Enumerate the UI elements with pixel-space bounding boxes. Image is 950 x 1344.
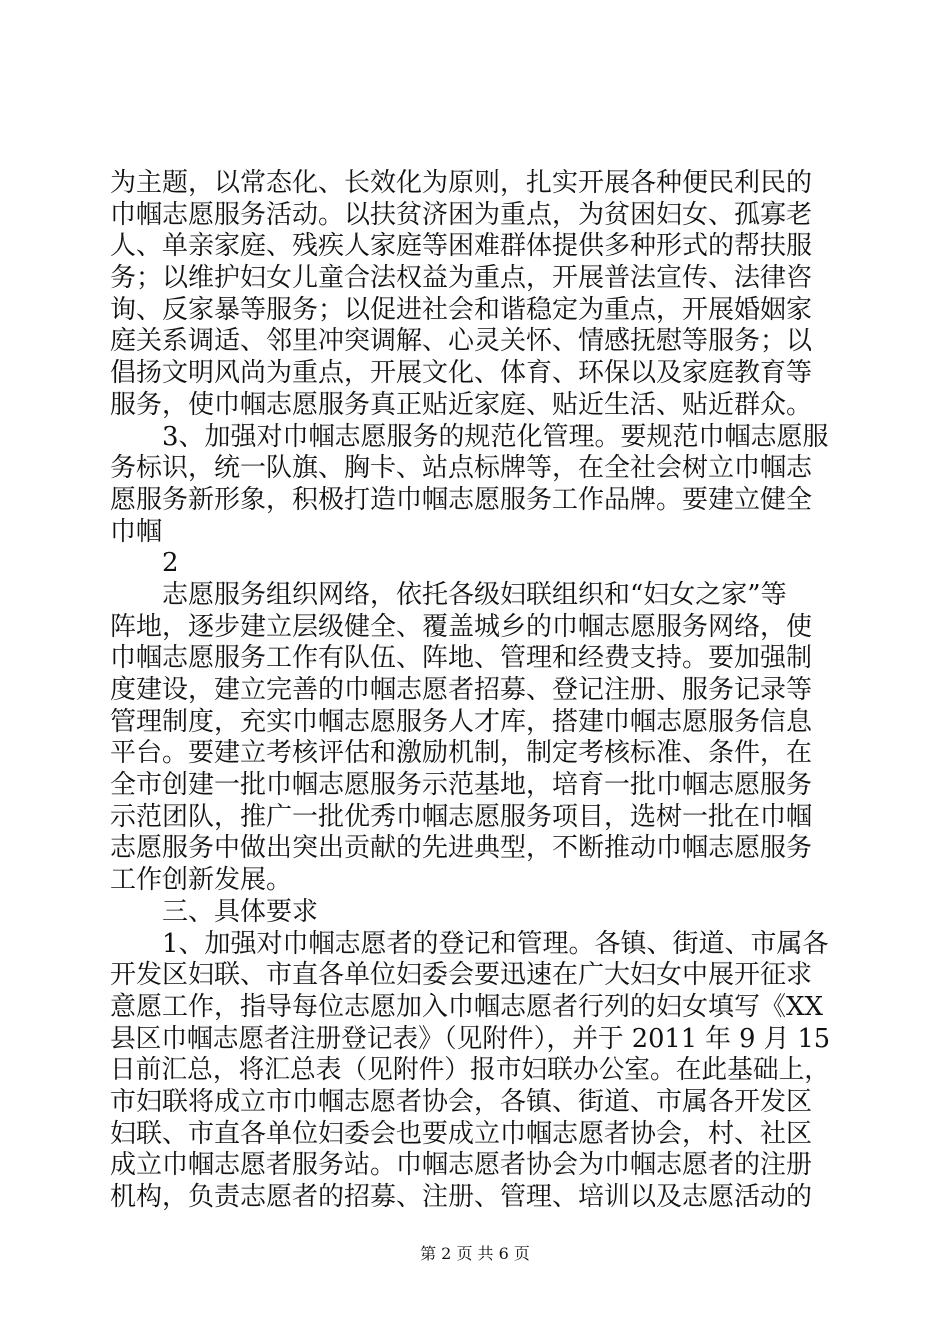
text-line: 3、加强对巾帼志愿服务的规范化管理。要规范巾帼志愿服 [110,421,829,452]
text-line: 务标识，统一队旗、胸卡、站点标牌等，在全社会树立巾帼志 [110,453,813,484]
page-number-label: 第 2 页 共 6 页 [420,1244,530,1263]
text-line: 县区巾帼志愿者注册登记表》（见附件），并于 2011 年 9 月 15 [110,1023,831,1054]
text-line: 平台。要建立考核评估和激励机制，制定考核标准、条件，在 [110,738,813,769]
text-line: 服务，使巾帼志愿服务真正贴近家庭、贴近生活、贴近群众。 [110,389,813,420]
text-line: 阵地，逐步建立层级健全、覆盖城乡的巾帼志愿服务网络，使 [110,611,813,642]
text-line: 市妇联将成立市巾帼志愿者协会，各镇、街道、市属各开发区 [110,1086,813,1117]
page-footer [0,1244,950,1264]
text-line: 三、具体要求 [110,896,319,927]
text-line: 庭关系调适、邻里冲突调解、心灵关怀、情感抚慰等服务；以 [110,326,813,357]
text-line: 工作创新发展。 [110,865,293,896]
text-line: 机构，负责志愿者的招募、注册、管理、培训以及志愿活动的 [110,1182,813,1212]
text-line: 1、加强对巾帼志愿者的登记和管理。各镇、街道、市属各 [110,928,829,959]
text-line: 全市创建一批巾帼志愿服务示范基地，培育一批巾帼志愿服务 [110,770,813,801]
document-body [110,168,830,1214]
text-line: 意愿工作，指导每位志愿加入巾帼志愿者行列的妇女填写《XX [110,991,824,1022]
text-line: 巾帼志愿服务工作有队伍、阵地、管理和经费支持。要加强制 [110,643,813,674]
text-line: 询、反家暴等服务；以促进社会和谐稳定为重点，开展婚姻家 [110,294,813,325]
text-line: 日前汇总，将汇总表（见附件）报市妇联办公室。在此基础上， [110,1055,831,1086]
text-line: 巾帼志愿服务活动。以扶贫济困为重点，为贫困妇女、孤寡老 [110,199,813,230]
text-line: 巾帼 [110,516,163,547]
text-line: 愿服务新形象，积极打造巾帼志愿服务工作品牌。要建立健全 [110,484,813,515]
text-line: 人、单亲家庭、残疾人家庭等困难群体提供多种形式的帮扶服 [110,231,813,262]
text-line: 志愿服务组织网络，依托各级妇联组织和“妇女之家”等 [110,579,787,610]
text-line: 务；以维护妇女儿童合法权益为重点，开展普法宣传、法律咨 [110,263,813,294]
text-line: 管理制度，充实巾帼志愿服务人才库，搭建巾帼志愿服务信息 [110,706,813,737]
text-line: 成立巾帼志愿者服务站。巾帼志愿者协会为巾帼志愿者的注册 [110,1150,813,1181]
text-line: 开发区妇联、市直各单位妇委会要迅速在广大妇女中展开征求 [110,960,813,991]
text-line: 志愿服务中做出突出贡献的先进典型，不断推动巾帼志愿服务 [110,833,813,864]
text-line: 度建设，建立完善的巾帼志愿者招募、登记注册、服务记录等 [110,675,813,705]
text-line: 2 [110,548,179,579]
text-line: 妇联、市直各单位妇委会也要成立巾帼志愿者协会，村、社区 [110,1118,813,1149]
text-line: 倡扬文明风尚为重点，开展文化、体育、环保以及家庭教育等 [110,358,813,389]
text-line: 示范团队，推广一批优秀巾帼志愿服务项目，选树一批在巾帼 [110,801,813,832]
text-line: 为主题，以常态化、长效化为原则，扎实开展各种便民利民的 [110,168,813,198]
